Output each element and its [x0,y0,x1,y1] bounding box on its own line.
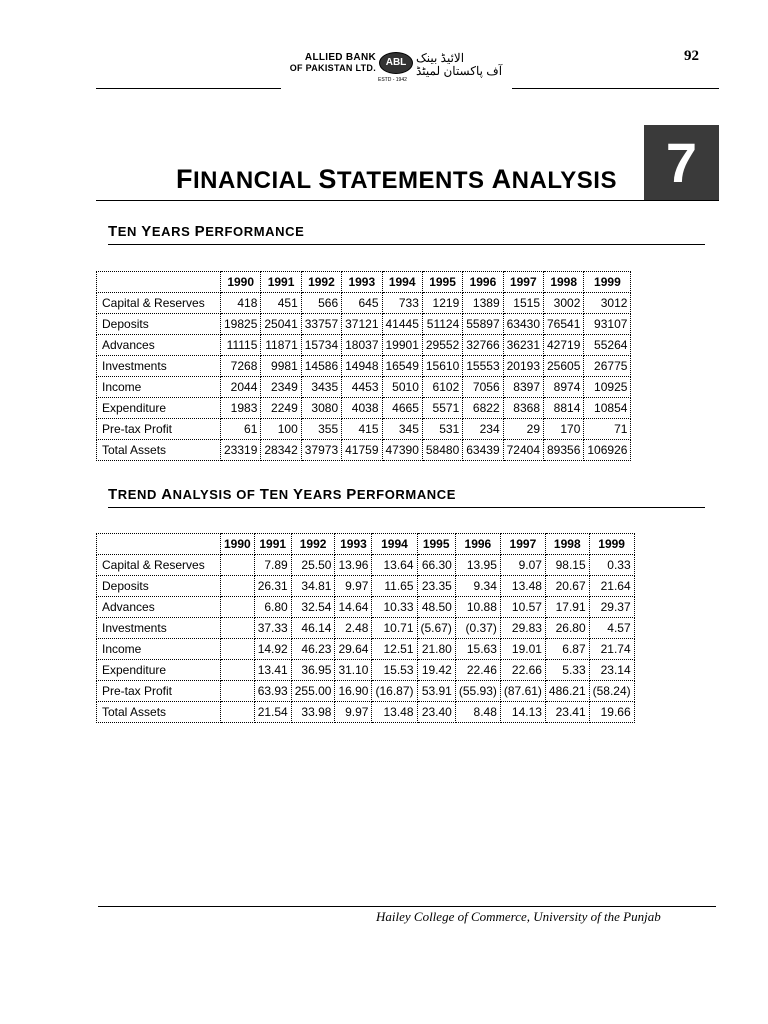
table-cell: (55.93) [455,681,500,702]
section-rule-trend [108,507,705,508]
logo-urdu-line-2: آف پاکستان لمیٹڈ [416,64,503,78]
header-blank [97,534,221,555]
row-label: Pre-tax Profit [97,419,221,440]
table-cell: 21.54 [254,702,291,723]
table-cell: 10.71 [372,618,417,639]
chapter-title: FINANCIAL STATEMENTS ANALYSIS [176,164,617,194]
table-cell: 46.23 [291,639,335,660]
table-cell: 255.00 [291,681,335,702]
table-cell: 13.41 [254,660,291,681]
table-cell: 415 [342,419,382,440]
table-row [97,440,631,461]
table-cell: 10925 [584,377,631,398]
table-cell: 16549 [382,356,422,377]
abl-badge: ABL [379,52,413,74]
table-cell: (58.24) [589,681,634,702]
table-cell: 26.31 [254,576,291,597]
table-cell: 15734 [301,335,341,356]
logo-urdu [416,52,502,78]
table-cell: 98.15 [545,555,589,576]
row-label: Investments [97,356,221,377]
table-row [97,293,631,314]
table-cell: 29.83 [500,618,545,639]
table-cell: 46.14 [291,618,335,639]
year-header: 1990 [221,272,261,293]
table-cell: 6102 [422,377,462,398]
table-cell: 4665 [382,398,422,419]
row-label: Income [97,377,221,398]
table-row [97,555,635,576]
table-cell: 63439 [463,440,503,461]
year-header: 1993 [335,534,372,555]
table-row [97,356,631,377]
table-cell: 31.10 [335,660,372,681]
table-cell: 106926 [584,440,631,461]
table-cell: 13.48 [500,576,545,597]
table-cell: 15.63 [455,639,500,660]
year-header: 1996 [455,534,500,555]
table-row [97,597,635,618]
table-cell: 61 [221,419,261,440]
table-cell: 6822 [463,398,503,419]
logo-estd: ESTD - 1942 [378,77,407,83]
table-cell: 2249 [261,398,301,419]
table-cell: 1389 [463,293,503,314]
table-cell: 48.50 [417,597,455,618]
table-cell: 25.50 [291,555,335,576]
table-cell: 8974 [544,377,584,398]
footer-rule [98,906,716,907]
year-header: 1994 [372,534,417,555]
table-cell: (16.87) [372,681,417,702]
table-cell: 10.57 [500,597,545,618]
table-cell: 29.64 [335,639,372,660]
table-cell: 58480 [422,440,462,461]
table-cell: 63.93 [254,681,291,702]
table-cell: 41759 [342,440,382,461]
table-cell: 345 [382,419,422,440]
table-cell: 72404 [503,440,543,461]
table-cell: 9.97 [335,702,372,723]
table-cell: 8397 [503,377,543,398]
table-cell: 3080 [301,398,341,419]
table-cell: 10.88 [455,597,500,618]
table-cell: 34.81 [291,576,335,597]
trend-table [96,533,635,723]
table-row [97,660,635,681]
table-cell: (87.61) [500,681,545,702]
table-cell: 26775 [584,356,631,377]
year-header: 1997 [500,534,545,555]
table-cell: 33757 [301,314,341,335]
table-cell: 9.34 [455,576,500,597]
table-cell: 32766 [463,335,503,356]
row-label: Investments [97,618,221,639]
table-cell: 10.33 [372,597,417,618]
table-cell: 4453 [342,377,382,398]
table-cell: 5.33 [545,660,589,681]
table-cell: 15610 [422,356,462,377]
section-title-trend: TREND ANALYSIS OF TEN YEARS PERFORMANCE [108,486,457,503]
header-rule-left [96,88,281,89]
year-header: 1998 [544,272,584,293]
year-header: 1993 [342,272,382,293]
table-cell: 29.37 [589,597,634,618]
table-cell: 21.64 [589,576,634,597]
row-label: Expenditure [97,398,221,419]
table-row [97,681,635,702]
table-cell: 19.01 [500,639,545,660]
row-label: Pre-tax Profit [97,681,221,702]
table-cell: 19.42 [417,660,455,681]
year-header: 1997 [503,272,543,293]
table-cell: (0.37) [455,618,500,639]
row-label: Deposits [97,576,221,597]
table-cell: 4038 [342,398,382,419]
row-label: Capital & Reserves [97,555,221,576]
footer-text: Hailey College of Commerce, University of the Punjab [376,909,661,924]
table-cell: 51124 [422,314,462,335]
table-cell: 9.07 [500,555,545,576]
table-cell: 5571 [422,398,462,419]
row-label: Advances [97,335,221,356]
table-cell: 0.33 [589,555,634,576]
row-label: Income [97,639,221,660]
year-header: 1991 [261,272,301,293]
table-cell: 22.66 [500,660,545,681]
table-cell: 1219 [422,293,462,314]
table-cell: 23.41 [545,702,589,723]
table-header-row [97,534,635,555]
table-cell: 1515 [503,293,543,314]
year-header: 1992 [291,534,335,555]
table-cell: 71 [584,419,631,440]
table-cell: 36.95 [291,660,335,681]
table-row [97,576,635,597]
table-cell [221,681,255,702]
row-label: Expenditure [97,660,221,681]
table-cell: 29 [503,419,543,440]
table-cell: 2.48 [335,618,372,639]
table-cell: 7.89 [254,555,291,576]
table-cell: 14.92 [254,639,291,660]
table-cell [221,702,255,723]
table-cell: 6.87 [545,639,589,660]
table-cell: 21.80 [417,639,455,660]
table-cell: 23319 [221,440,261,461]
year-header: 1998 [545,534,589,555]
table-cell: 3002 [544,293,584,314]
table-cell: 355 [301,419,341,440]
table-cell: 13.96 [335,555,372,576]
table-cell: 20.67 [545,576,589,597]
table-cell: 19.66 [589,702,634,723]
table-cell: 1983 [221,398,261,419]
table-cell: 16.90 [335,681,372,702]
table-cell [221,639,255,660]
table-row [97,702,635,723]
table-cell: 15.53 [372,660,417,681]
table-cell: 25605 [544,356,584,377]
table-cell: 11115 [221,335,261,356]
table-cell: 55897 [463,314,503,335]
year-header: 1999 [584,272,631,293]
table-cell: 13.64 [372,555,417,576]
table-cell: 76541 [544,314,584,335]
table-cell: 26.80 [545,618,589,639]
table-cell: 20193 [503,356,543,377]
table-cell: (5.67) [417,618,455,639]
year-header: 1995 [422,272,462,293]
table-cell: 7056 [463,377,503,398]
table-row [97,639,635,660]
chapter-number: 7 [644,125,719,201]
table-cell: 4.57 [589,618,634,639]
table-cell: 23.35 [417,576,455,597]
table-cell: 23.40 [417,702,455,723]
table-cell: 170 [544,419,584,440]
table-cell: 15553 [463,356,503,377]
table-cell: 47390 [382,440,422,461]
row-label: Total Assets [97,702,221,723]
table-cell: 8814 [544,398,584,419]
table-cell: 3435 [301,377,341,398]
table-row [97,335,631,356]
table-cell: 41445 [382,314,422,335]
table-cell: 14.13 [500,702,545,723]
year-header: 1995 [417,534,455,555]
table-cell: 9981 [261,356,301,377]
table-row [97,314,631,335]
table-cell: 8.48 [455,702,500,723]
logo-urdu-line-1: الائیڈ بینک [416,51,465,65]
year-header: 1992 [301,272,341,293]
year-header: 1996 [463,272,503,293]
table-cell: 13.48 [372,702,417,723]
table-cell: 8368 [503,398,543,419]
table-cell: 12.51 [372,639,417,660]
year-header: 1991 [254,534,291,555]
table-cell: 22.46 [455,660,500,681]
table-cell: 2044 [221,377,261,398]
table-cell: 5010 [382,377,422,398]
table-cell: 566 [301,293,341,314]
header-rule-right [512,88,719,89]
year-header: 1990 [221,534,255,555]
table-cell: 37.33 [254,618,291,639]
table-row [97,398,631,419]
table-cell: 3012 [584,293,631,314]
table-cell: 25041 [261,314,301,335]
logo-line-1: ALLIED BANK [304,52,376,63]
table-cell: 14586 [301,356,341,377]
table-row [97,419,631,440]
table-cell: 234 [463,419,503,440]
table-cell: 53.91 [417,681,455,702]
table-cell: 645 [342,293,382,314]
table-row [97,377,631,398]
table-cell: 18037 [342,335,382,356]
table-cell: 10854 [584,398,631,419]
page-number: 92 [684,48,699,64]
table-cell: 6.80 [254,597,291,618]
table-cell: 37973 [301,440,341,461]
row-label: Deposits [97,314,221,335]
table-cell: 2349 [261,377,301,398]
table-cell: 55264 [584,335,631,356]
table-cell: 66.30 [417,555,455,576]
table-cell: 37121 [342,314,382,335]
table-cell: 531 [422,419,462,440]
table-cell: 19901 [382,335,422,356]
table-cell: 100 [261,419,301,440]
year-header: 1999 [589,534,634,555]
table-cell [221,576,255,597]
table-cell [221,597,255,618]
table-cell: 21.74 [589,639,634,660]
header-blank [97,272,221,293]
table-header-row [97,272,631,293]
row-label: Capital & Reserves [97,293,221,314]
table-cell [221,555,255,576]
table-cell: 418 [221,293,261,314]
table-cell: 29552 [422,335,462,356]
table-cell [221,660,255,681]
section-rule-performance [108,244,705,245]
table-cell: 14948 [342,356,382,377]
table-cell [221,618,255,639]
table-cell: 486.21 [545,681,589,702]
table-cell: 63430 [503,314,543,335]
table-cell: 7268 [221,356,261,377]
table-cell: 33.98 [291,702,335,723]
logo-text [284,53,376,73]
table-cell: 14.64 [335,597,372,618]
bank-logo [284,50,514,90]
table-cell: 36231 [503,335,543,356]
row-label: Total Assets [97,440,221,461]
table-cell: 93107 [584,314,631,335]
table-cell: 13.95 [455,555,500,576]
section-title-performance: TEN YEARS PERFORMANCE [108,223,305,240]
chapter-rule [96,200,719,201]
table-cell: 23.14 [589,660,634,681]
table-cell: 17.91 [545,597,589,618]
table-cell: 42719 [544,335,584,356]
logo-line-2: OF PAKISTAN LTD. [289,63,376,73]
table-cell: 451 [261,293,301,314]
year-header: 1994 [382,272,422,293]
table-cell: 11.65 [372,576,417,597]
table-cell: 9.97 [335,576,372,597]
table-cell: 733 [382,293,422,314]
table-cell: 11871 [261,335,301,356]
row-label: Advances [97,597,221,618]
table-cell: 32.54 [291,597,335,618]
table-cell: 89356 [544,440,584,461]
table-cell: 19825 [221,314,261,335]
performance-table [96,271,631,461]
table-cell: 28342 [261,440,301,461]
table-row [97,618,635,639]
